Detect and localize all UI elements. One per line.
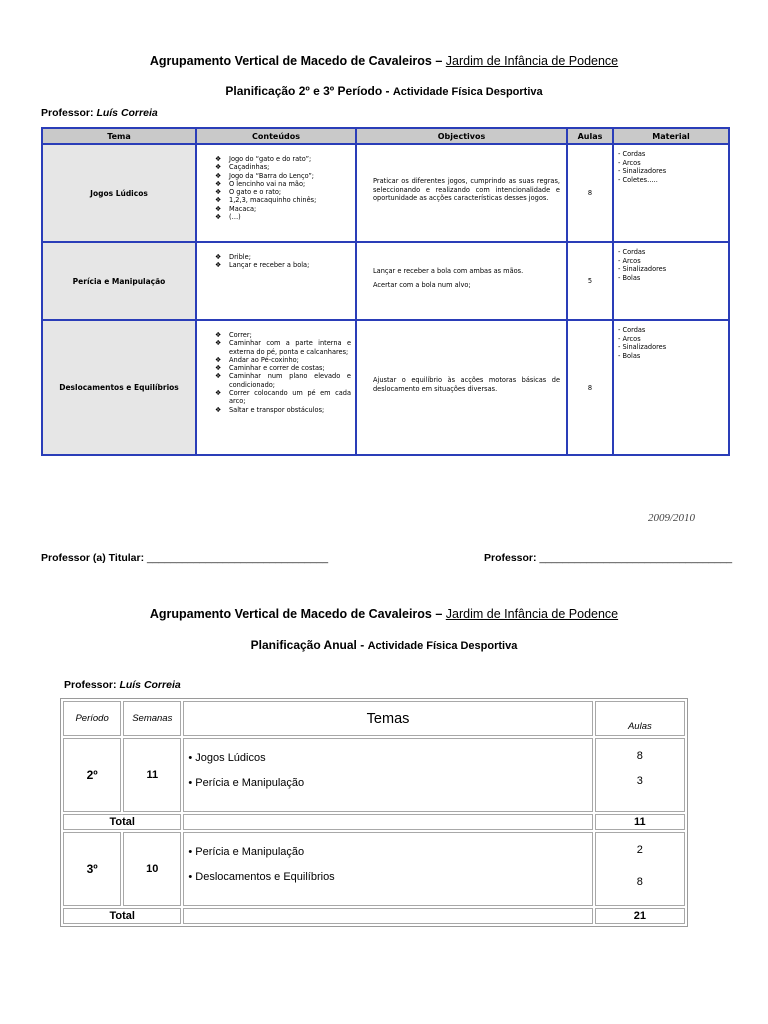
diamond-bullet-icon: ❖: [215, 405, 222, 414]
subtitle-main: Planificação 2º e 3º Período -: [225, 84, 393, 98]
table-row: [42, 242, 729, 320]
diamond-bullet-icon: ❖: [215, 163, 222, 172]
list-item: [215, 339, 351, 356]
tema-cell: Perícia e Manipulação: [42, 242, 196, 320]
material-item: - Arcos: [618, 158, 641, 167]
aulas-value: 8: [636, 876, 643, 888]
header-conteudos: Conteúdos: [196, 128, 356, 144]
list-item-text: Caçadinhas;: [229, 163, 270, 172]
material-item: - Arcos: [618, 334, 641, 343]
doc2-professor: [64, 679, 181, 691]
tema-item: • Perícia e Manipulação: [188, 777, 305, 789]
tema-item: • Jogos Lúdicos: [188, 752, 266, 764]
professor-label: Professor:: [64, 679, 120, 691]
period-row: [63, 738, 685, 812]
header-semanas: Semanas: [123, 701, 181, 736]
total-value: 11: [595, 814, 685, 830]
list-item-text: Jogo do “gato e do rato”;: [229, 155, 312, 163]
table-header-row: [42, 128, 729, 144]
conteudos-list: [215, 253, 351, 270]
list-item: [215, 180, 351, 188]
signature-titular: [41, 552, 328, 564]
objectivo-text: Ajustar o equilíbrio às acções motoras básicas de deslocamento em situações diversas.: [373, 376, 560, 393]
school-name: Jardim de Infância de Podence: [445, 54, 619, 68]
aulas-cell: 8: [567, 144, 613, 242]
total-empty-cell: [183, 814, 592, 830]
school-name: Jardim de Infância de Podence: [445, 607, 619, 621]
annual-plan-table: [60, 698, 688, 927]
list-item-text: Caminhar e correr de costas;: [229, 364, 325, 373]
material-item: - Sinalizadores: [618, 343, 667, 351]
list-item-text: Saltar e transpor obstáculos;: [229, 405, 325, 414]
doc2-title: [0, 607, 768, 621]
material-cell: [613, 320, 729, 455]
list-item: [215, 253, 351, 261]
material-item: - Bolas: [618, 351, 641, 360]
doc1-subtitle: [0, 84, 768, 98]
list-item-text: Caminhar com a parte interna e externa do pé, ponta e calcanhares;: [229, 339, 351, 356]
diamond-bullet-icon: ❖: [215, 188, 222, 197]
objectivo-text: Acertar com a bola num alvo;: [373, 281, 471, 289]
header-aulas: Aulas: [567, 128, 613, 144]
signature-professor-label: Professor:: [484, 552, 540, 564]
semanas-cell: 10: [123, 832, 181, 906]
header-material: Material: [613, 128, 729, 144]
list-item: [215, 196, 351, 204]
school-group-name: Agrupamento Vertical de Macedo de Cavaleiros: [149, 54, 432, 68]
material-item: - Cordas: [618, 248, 646, 256]
material-cell: [613, 242, 729, 320]
diamond-bullet-icon: ❖: [215, 372, 222, 381]
conteudos-cell: [196, 320, 356, 455]
aulas-value: 2: [636, 844, 643, 856]
list-item: [215, 261, 351, 269]
list-item-text: Macaca;: [229, 204, 257, 213]
list-item: [215, 163, 351, 171]
total-label: Total: [63, 814, 181, 830]
professor-name: Luís Correia: [96, 107, 158, 119]
conteudos-list: [215, 155, 351, 221]
list-item-text: Drible;: [229, 253, 251, 261]
list-item: [215, 364, 351, 372]
list-item-text: (…): [229, 213, 241, 222]
diamond-bullet-icon: ❖: [215, 204, 222, 213]
total-label: Total: [63, 908, 181, 924]
periodo-cell: 3º: [63, 832, 121, 906]
diamond-bullet-icon: ❖: [215, 339, 222, 348]
material-item: - Cordas: [618, 326, 646, 334]
diamond-bullet-icon: ❖: [215, 331, 222, 339]
total-row: [63, 908, 685, 924]
material-item: - Cordas: [618, 150, 646, 158]
period-plan-table: [41, 127, 730, 456]
school-group-name: Agrupamento Vertical de Macedo de Cavaleiros: [149, 607, 432, 621]
list-item-text: O lencinho vai na mão;: [229, 179, 306, 188]
list-item-text: Correr colocando um pé em cada arco;: [229, 389, 351, 406]
tema-item: • Perícia e Manipulação: [188, 846, 305, 858]
tema-item: • Deslocamentos e Equilíbrios: [188, 871, 335, 883]
header-tema: Tema: [42, 128, 196, 144]
aulas-cell: 5: [567, 242, 613, 320]
aulas-cell: [595, 738, 685, 812]
material-item: - Sinalizadores: [618, 167, 667, 175]
diamond-bullet-icon: ❖: [215, 364, 222, 373]
list-item-text: Jogo da “Barra do Lenço”;: [229, 171, 315, 180]
objectivo-text: Praticar os diferentes jogos, cumprindo as suas regras, seleccionando e realizando com intencionalidade e oportunidade as acções características desses jogos.: [373, 177, 560, 203]
aulas-value: 3: [636, 775, 643, 787]
list-item: [215, 172, 351, 180]
header-aulas: Aulas: [595, 701, 685, 736]
total-row: [63, 814, 685, 830]
list-item: [215, 372, 351, 389]
material-item: - Bolas: [618, 273, 641, 282]
semanas-cell: 11: [123, 738, 181, 812]
signature-professor: [484, 552, 732, 564]
diamond-bullet-icon: ❖: [215, 171, 222, 180]
signature-titular-label: Professor (a) Titular:: [41, 552, 147, 564]
signature-line: _________________________________: [539, 552, 733, 564]
temas-cell: [183, 738, 592, 812]
objectivos-cell: [356, 242, 567, 320]
subtitle-activity: Actividade Física Desportiva: [367, 640, 518, 652]
material-item: - Coletes…..: [618, 175, 658, 184]
doc1-title: [0, 54, 768, 68]
tema-cell: Deslocamentos e Equilíbrios: [42, 320, 196, 455]
list-item-text: O gato e o rato;: [229, 188, 282, 197]
list-item: [215, 205, 351, 213]
material-cell: [613, 144, 729, 242]
professor-name: Luís Correia: [119, 679, 181, 691]
list-item: [215, 155, 351, 163]
list-item-text: Lançar e receber a bola;: [229, 261, 310, 270]
header-objectivos: Objectivos: [356, 128, 567, 144]
objectivo-text: Lançar e receber a bola com ambas as mãos.: [373, 266, 524, 275]
tema-cell: Jogos Lúdicos: [42, 144, 196, 242]
conteudos-list: [215, 331, 351, 414]
list-item-text: Caminhar num plano elevado e condicionado;: [229, 372, 351, 389]
list-item: [215, 213, 351, 221]
diamond-bullet-icon: ❖: [215, 179, 222, 188]
list-item-text: 1,2,3, macaquinho chinês;: [229, 196, 317, 205]
objectivos-cell: [356, 144, 567, 242]
signature-line: _______________________________: [147, 552, 329, 564]
list-item-text: Andar ao Pé-coxinho;: [229, 355, 299, 364]
diamond-bullet-icon: ❖: [215, 155, 222, 163]
title-separator: –: [431, 607, 446, 621]
list-item: [215, 389, 351, 406]
subtitle-activity: Actividade Física Desportiva: [392, 86, 543, 98]
conteudos-cell: [196, 144, 356, 242]
diamond-bullet-icon: ❖: [215, 261, 222, 270]
diamond-bullet-icon: ❖: [215, 355, 222, 364]
diamond-bullet-icon: ❖: [215, 213, 222, 222]
diamond-bullet-icon: ❖: [215, 253, 222, 261]
school-year: 2009/2010: [648, 512, 696, 524]
aulas-cell: [595, 832, 685, 906]
diamond-bullet-icon: ❖: [215, 196, 222, 205]
table-row: [42, 320, 729, 455]
list-item: [215, 331, 351, 339]
professor-label: Professor:: [41, 107, 97, 119]
doc2-subtitle: [0, 638, 768, 652]
header-periodo: Período: [63, 701, 121, 736]
objectivos-cell: [356, 320, 567, 455]
list-item: [215, 188, 351, 196]
period-row: [63, 832, 685, 906]
header-temas: Temas: [183, 701, 592, 736]
total-empty-cell: [183, 908, 592, 924]
list-item-text: Correr;: [229, 331, 252, 339]
aulas-value: 8: [636, 750, 643, 762]
temas-cell: [183, 832, 592, 906]
title-separator: –: [431, 54, 446, 68]
list-item: [215, 356, 351, 364]
material-item: - Arcos: [618, 256, 641, 265]
doc1-professor: [41, 107, 158, 119]
periodo-cell: 2º: [63, 738, 121, 812]
aulas-cell: 8: [567, 320, 613, 455]
list-item: [215, 406, 351, 414]
subtitle-main: Planificação Anual -: [250, 638, 368, 652]
diamond-bullet-icon: ❖: [215, 389, 222, 398]
conteudos-cell: [196, 242, 356, 320]
total-value: 21: [595, 908, 685, 924]
annual-header-row: [63, 701, 685, 736]
table-row: [42, 144, 729, 242]
material-item: - Sinalizadores: [618, 265, 667, 273]
